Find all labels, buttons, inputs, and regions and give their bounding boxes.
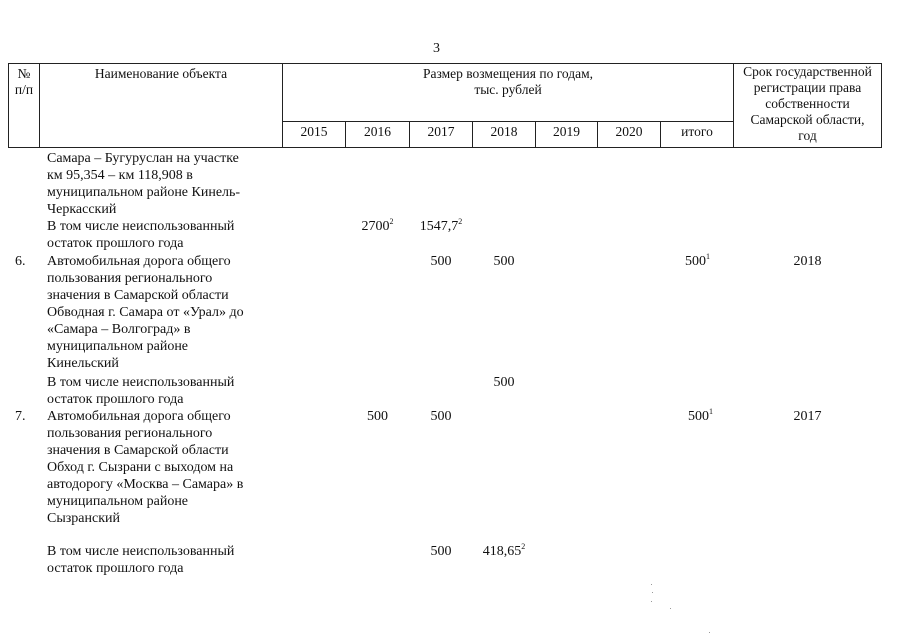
- border-right: [881, 63, 882, 148]
- row-object-name: Автомобильная дорога общего пользования регионального значения в Самарской области Обводная г. Самара от «Урал» до «Самара – Волгоград» в муниципальном районе Кинельский: [47, 254, 244, 371]
- header-col-registration: Срок государственной регистрации права собственности Самарской области, год: [743, 64, 872, 143]
- cell-2018: 500: [493, 375, 515, 390]
- header-year-2017: 2017: [427, 124, 455, 139]
- cell-2016: 500: [367, 409, 388, 424]
- header-col-number: № п/п: [14, 66, 34, 97]
- cell-total: $500^1$: [688, 407, 713, 424]
- cell-2017: 500: [430, 544, 452, 559]
- years-top-border: [282, 121, 733, 122]
- cell-2017: 500: [430, 409, 452, 424]
- cell-2018: 418,65$^2$: [482, 542, 526, 559]
- header-year-total: итого: [681, 124, 713, 139]
- header-year-2019: 2019: [553, 124, 580, 139]
- header-col-name: Наименование объекта: [94, 66, 228, 81]
- row-number: 7.: [15, 409, 26, 424]
- row-number: 6.: [15, 254, 26, 269]
- row-object-name: Автомобильная дорога общего пользования регионального значения в Самарской области Обход г. Сызрани с выходом на автодорогу «Москва – Самара» в муниципальном районе Сызранский: [47, 409, 244, 526]
- scan-speck: [652, 592, 653, 593]
- row-remainder-name: В том числе неиспользованный остаток прошлого года: [47, 375, 235, 407]
- cell-2017: 500: [430, 254, 452, 269]
- page-number: 3: [433, 41, 440, 56]
- scan-speck: [651, 601, 652, 602]
- header-year-2016: 2016: [364, 124, 391, 139]
- cell-registration-year: 2018: [793, 254, 822, 269]
- header-bottom-border: [8, 147, 882, 148]
- cell-2017: 1547,7$^2$: [419, 217, 463, 234]
- cell-2018: 500: [493, 254, 515, 269]
- header-year-2018: 2018: [490, 124, 518, 139]
- row-object-name: Самара – Бугуруслан на участке км 95,354 – км 118,908 в муниципальном районе Кинель- Черкасский: [47, 151, 241, 217]
- header-year-2015: 2015: [300, 124, 328, 139]
- header-year-2020: 2020: [615, 124, 643, 139]
- scan-speck: [651, 584, 652, 585]
- row-remainder-name: В том числе неиспользованный остаток прошлого года: [47, 219, 235, 251]
- scan-speck: [670, 608, 671, 609]
- scan-speck: [709, 632, 710, 633]
- header-col-amount: Размер возмещения по годам, тыс. рублей: [422, 66, 594, 97]
- cell-2016: 2700$^2$: [361, 217, 394, 234]
- row-remainder-name: В том числе неиспользованный остаток прошлого года: [47, 544, 235, 576]
- cell-total: $500^1$: [685, 252, 710, 269]
- cell-registration-year: 2017: [793, 409, 822, 424]
